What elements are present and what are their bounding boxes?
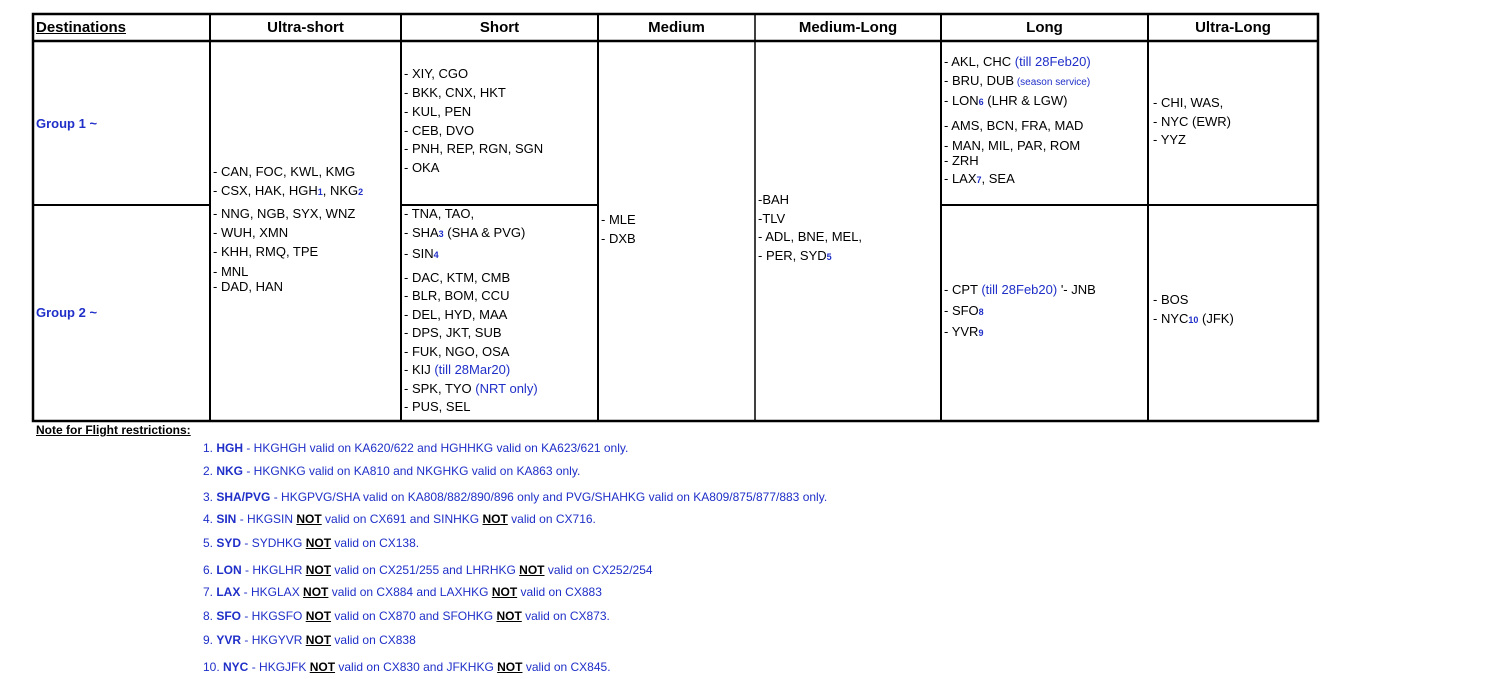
short-group-2-list — [404, 205, 538, 417]
notes-title: Note for Flight restrictions: — [36, 423, 191, 437]
list-item: - XIY, CGO — [404, 66, 469, 81]
short-group-1-list — [404, 65, 543, 177]
list-item: - LON6 (LHR & LGW) — [944, 93, 1068, 108]
note-not: NOT — [482, 512, 508, 526]
header-medium-long: Medium-Long — [798, 19, 898, 36]
header-long: Long — [1026, 19, 1063, 36]
note-text: valid on CX252/254 — [544, 563, 653, 577]
note-text: valid on CX883 — [517, 585, 602, 599]
note-code: HGH — [216, 441, 244, 455]
note-text: valid on CX884 and LAXHKG — [328, 585, 492, 599]
list-item: - CSX, HAK, HGH1, NKG2 — [213, 182, 364, 198]
note-code: SFO — [216, 609, 242, 623]
list-item: - DAC, KTM, CMB — [404, 269, 511, 285]
list-item: - DXB — [601, 230, 636, 246]
group-1-label: Group 1 ~ — [36, 116, 98, 131]
note-text: - HKGLAX — [240, 585, 304, 599]
list-item: - MAN, MIL, PAR, ROM — [944, 138, 1081, 153]
note-text: - HKGLHR — [241, 563, 306, 577]
list-item: - CHI, WAS, — [1153, 95, 1224, 110]
note-number: 1. — [203, 441, 217, 455]
header-ultra-short: Ultra-short — [267, 19, 344, 36]
ultra-short-list — [213, 163, 363, 297]
note-item — [203, 609, 610, 623]
list-item: - TNA, TAO, — [404, 206, 475, 221]
note-not: NOT — [497, 660, 523, 674]
note-text: - HKGSFO — [241, 609, 306, 623]
list-item: - SHA3 (SHA & PVG) — [404, 224, 526, 240]
note-text: - HKGNKG valid on KA810 and NKGHKG valid on KA863 only. — [243, 464, 581, 478]
note-text: valid on CX251/255 and LHRHKG — [331, 563, 520, 577]
list-item: - OKA — [404, 159, 440, 175]
list-item: - MLE — [601, 212, 636, 227]
list-item: - KIJ (till 28Mar20) — [404, 362, 511, 377]
header-destinations: Destinations — [36, 19, 127, 36]
note-not: NOT — [303, 585, 329, 599]
note-not: NOT — [305, 633, 332, 647]
list-item: - ZRH — [944, 152, 979, 168]
long-group-1-list — [944, 53, 1091, 190]
list-item: -TLV — [758, 210, 786, 226]
list-item: - WUH, XMN — [213, 224, 289, 240]
header-short: Short — [479, 19, 520, 36]
list-item: - PUS, SEL — [404, 399, 471, 414]
note-code: SIN — [216, 512, 237, 526]
list-item: - KHH, RMQ, TPE — [213, 244, 319, 259]
note-number: 6. — [203, 563, 217, 577]
ultra-long-group-1-list — [1153, 94, 1231, 150]
list-item: - FUK, NGO, OSA — [404, 343, 510, 359]
note-not: NOT — [305, 563, 332, 577]
note-text: valid on CX691 and SINHKG — [321, 512, 483, 526]
list-item: - NYC10 (JFK) — [1153, 310, 1234, 326]
note-item — [203, 563, 653, 577]
list-item: - BLR, BOM, CCU — [404, 288, 510, 303]
note-not: NOT — [496, 609, 522, 623]
note-text: valid on CX873. — [521, 609, 610, 623]
list-item: - CEB, DVO — [404, 122, 475, 138]
list-item: -BAH — [758, 192, 790, 207]
list-item: - DAD, HAN — [213, 279, 284, 294]
list-item: - SPK, TYO (NRT only) — [404, 380, 538, 396]
note-text: valid on CX716. — [507, 512, 596, 526]
medium-long-list — [758, 191, 862, 266]
list-item: - PER, SYD5 — [758, 247, 832, 263]
list-item: - CPT (till 28Feb20) '- JNB — [944, 282, 1096, 297]
list-item: - LAX7, SEA — [944, 171, 1015, 186]
note-not: NOT — [491, 585, 518, 599]
note-number: 8. — [203, 609, 217, 623]
note-item — [203, 512, 596, 526]
list-item: - BKK, CNX, HKT — [404, 84, 506, 100]
list-item: - NNG, NGB, SYX, WNZ — [213, 206, 356, 221]
note-item — [203, 660, 611, 674]
note-text: valid on CX838 — [331, 633, 416, 647]
note-number: 2. — [203, 464, 217, 478]
ultra-long-group-2-list — [1153, 291, 1234, 329]
note-not: NOT — [305, 609, 332, 623]
note-item — [203, 441, 628, 455]
note-item — [203, 585, 602, 599]
list-item: - CAN, FOC, KWL, KMG — [213, 164, 356, 179]
header-ultra-long: Ultra-Long — [1195, 19, 1271, 36]
note-text: valid on CX830 and JFKHKG — [335, 660, 498, 674]
note-text: - HKGYVR — [241, 633, 306, 647]
note-item — [203, 633, 416, 647]
note-item — [203, 490, 827, 504]
list-item: - DPS, JKT, SUB — [404, 325, 502, 340]
note-code: NKG — [216, 464, 244, 478]
note-item — [203, 464, 580, 478]
list-item: - PNH, REP, RGN, SGN — [404, 141, 544, 156]
note-text: valid on CX138. — [331, 536, 420, 550]
note-text: valid on CX845. — [522, 660, 611, 674]
note-text: - HKGJFK — [248, 660, 310, 674]
note-not: NOT — [296, 512, 322, 526]
list-item: - BOS — [1153, 292, 1189, 307]
group-2-label: Group 2 ~ — [36, 305, 98, 320]
note-code: YVR — [216, 633, 242, 647]
note-not: NOT — [519, 563, 545, 577]
list-item: - YYZ — [1153, 132, 1186, 147]
medium-list — [601, 211, 636, 248]
note-number: 9. — [203, 633, 217, 647]
header-medium: Medium — [648, 19, 705, 36]
note-text: - SYDHKG — [241, 536, 306, 550]
note-not: NOT — [309, 660, 336, 674]
note-text: - HKGSIN — [236, 512, 297, 526]
list-item: - NYC (EWR) — [1153, 113, 1231, 129]
list-item: - AMS, BCN, FRA, MAD — [944, 117, 1084, 133]
note-code: NYC — [223, 660, 249, 674]
list-item: - SFO8 — [944, 302, 984, 318]
note-number: 7. — [203, 585, 217, 599]
list-item: - MNL — [213, 263, 249, 279]
note-text: - HKGHGH valid on KA620/622 and HGHHKG valid on KA623/621 only. — [243, 441, 629, 455]
note-item — [203, 536, 419, 550]
list-item: - SIN4 — [404, 246, 439, 261]
list-item: - ADL, BNE, MEL, — [758, 229, 863, 244]
note-code: LON — [216, 563, 242, 577]
note-code: LAX — [216, 585, 241, 599]
note-number: 3. — [203, 490, 217, 504]
note-number: 10. — [203, 660, 224, 674]
note-number: 5. — [203, 536, 217, 550]
long-group-2-list — [944, 281, 1096, 343]
list-item: - DEL, HYD, MAA — [404, 306, 508, 322]
note-code: SHA/PVG — [216, 490, 271, 504]
note-text: valid on CX870 and SFOHKG — [331, 609, 497, 623]
note-text: - HKGPVG/SHA valid on KA808/882/890/896 only and PVG/SHAHKG valid on KA809/875/877/883 only. — [270, 490, 828, 504]
list-item: - YVR9 — [944, 324, 984, 339]
note-number: 4. — [203, 512, 217, 526]
note-code: SYD — [216, 536, 242, 550]
list-item: - BRU, DUB (season service) — [944, 72, 1091, 88]
list-item: - KUL, PEN — [404, 104, 472, 119]
note-not: NOT — [305, 536, 332, 550]
list-item: - AKL, CHC (till 28Feb20) — [944, 54, 1091, 69]
